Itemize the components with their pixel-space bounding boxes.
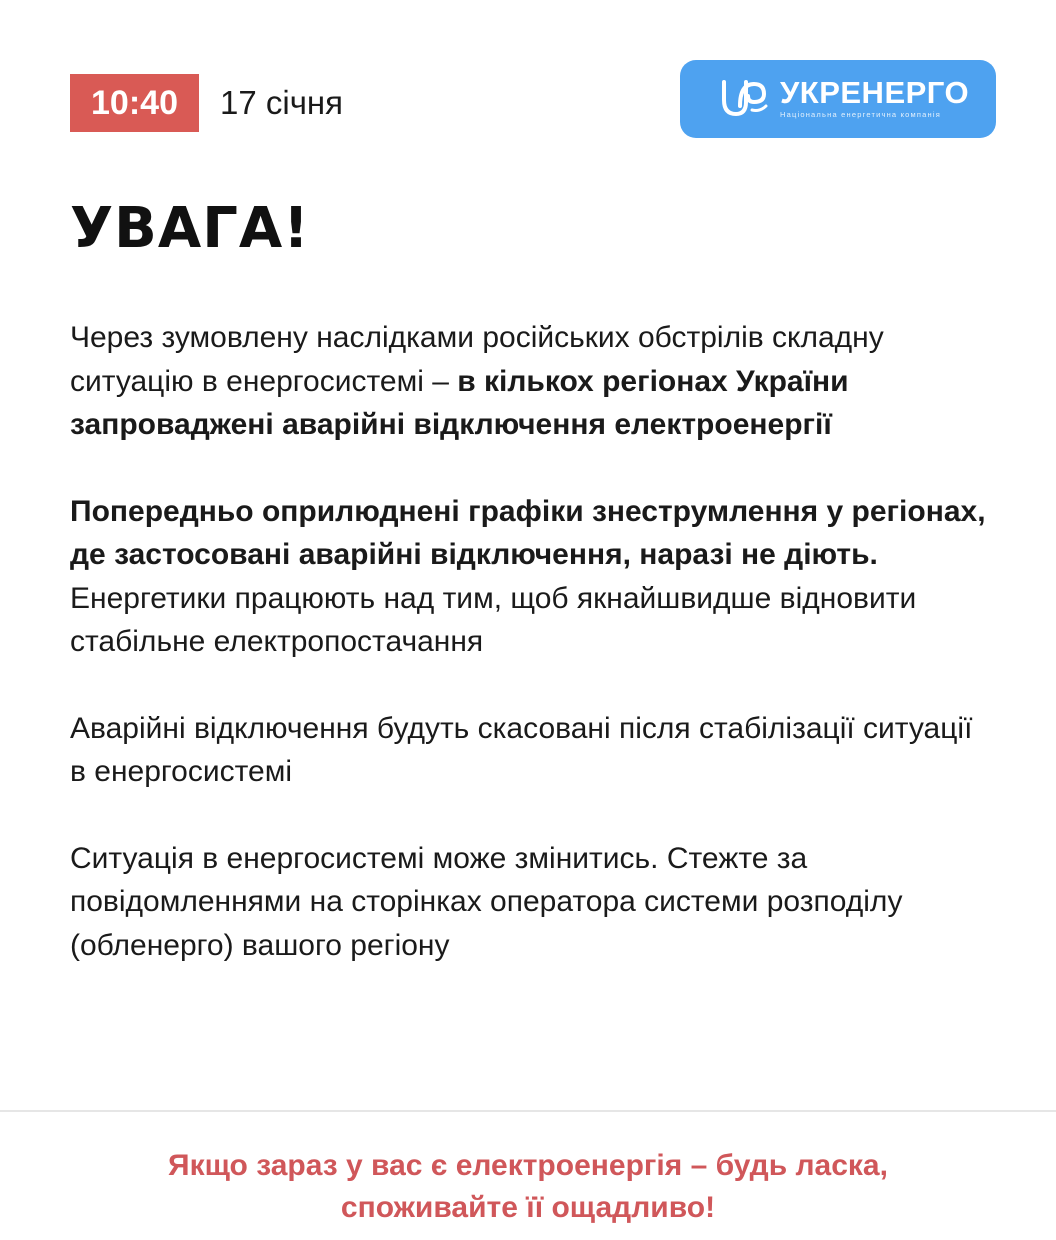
paragraph-1-bold: в кількох регіонах України запроваджені аварійні відключення електроенергії [70,364,849,441]
paragraph-2-bold: Попередньо оприлюднені графіки знеструмлення у регіонах, де застосовані аварійні відключення, наразі не діють. [70,494,986,571]
paragraph-2 [70,490,990,664]
header [70,58,996,138]
paragraph-3: Аварійні відключення будуть скасовані після стабілізації ситуації в енергосистемі [70,711,973,788]
paragraph-4: Ситуація в енергосистемі може змінитись. Стежте за повідомленнями на сторінках оператора системи розподілу (обленерго) вашого регіону [70,841,903,962]
ukrenergo-logo [680,60,996,138]
divider [0,1110,1056,1112]
message-body [70,316,990,1010]
headline: УВАГА! [70,196,310,261]
footer-line-1: Якщо зараз у вас є електроенергія – будь ласка, [168,1149,888,1182]
paragraph-1-regular: Через зумовлену наслідками російських обстрілів складну ситуацію в енергосистемі – [70,321,884,398]
logo-subtitle: Національна енергетична компанія [780,110,941,119]
footer-note [60,1145,996,1229]
date-label: 17 січня [220,84,343,121]
ukrenergo-logo-icon [718,76,770,120]
time-badge: 10:40 [70,74,199,132]
paragraph-1 [70,316,990,447]
logo-name: УКРЕНЕРГО [780,75,970,110]
paragraph-2-regular: Енергетики працюють над тим, щоб якнайшвидше відновити стабільне електропостачання [70,581,917,658]
footer-line-2: споживайте її ощадливо! [340,1191,716,1224]
